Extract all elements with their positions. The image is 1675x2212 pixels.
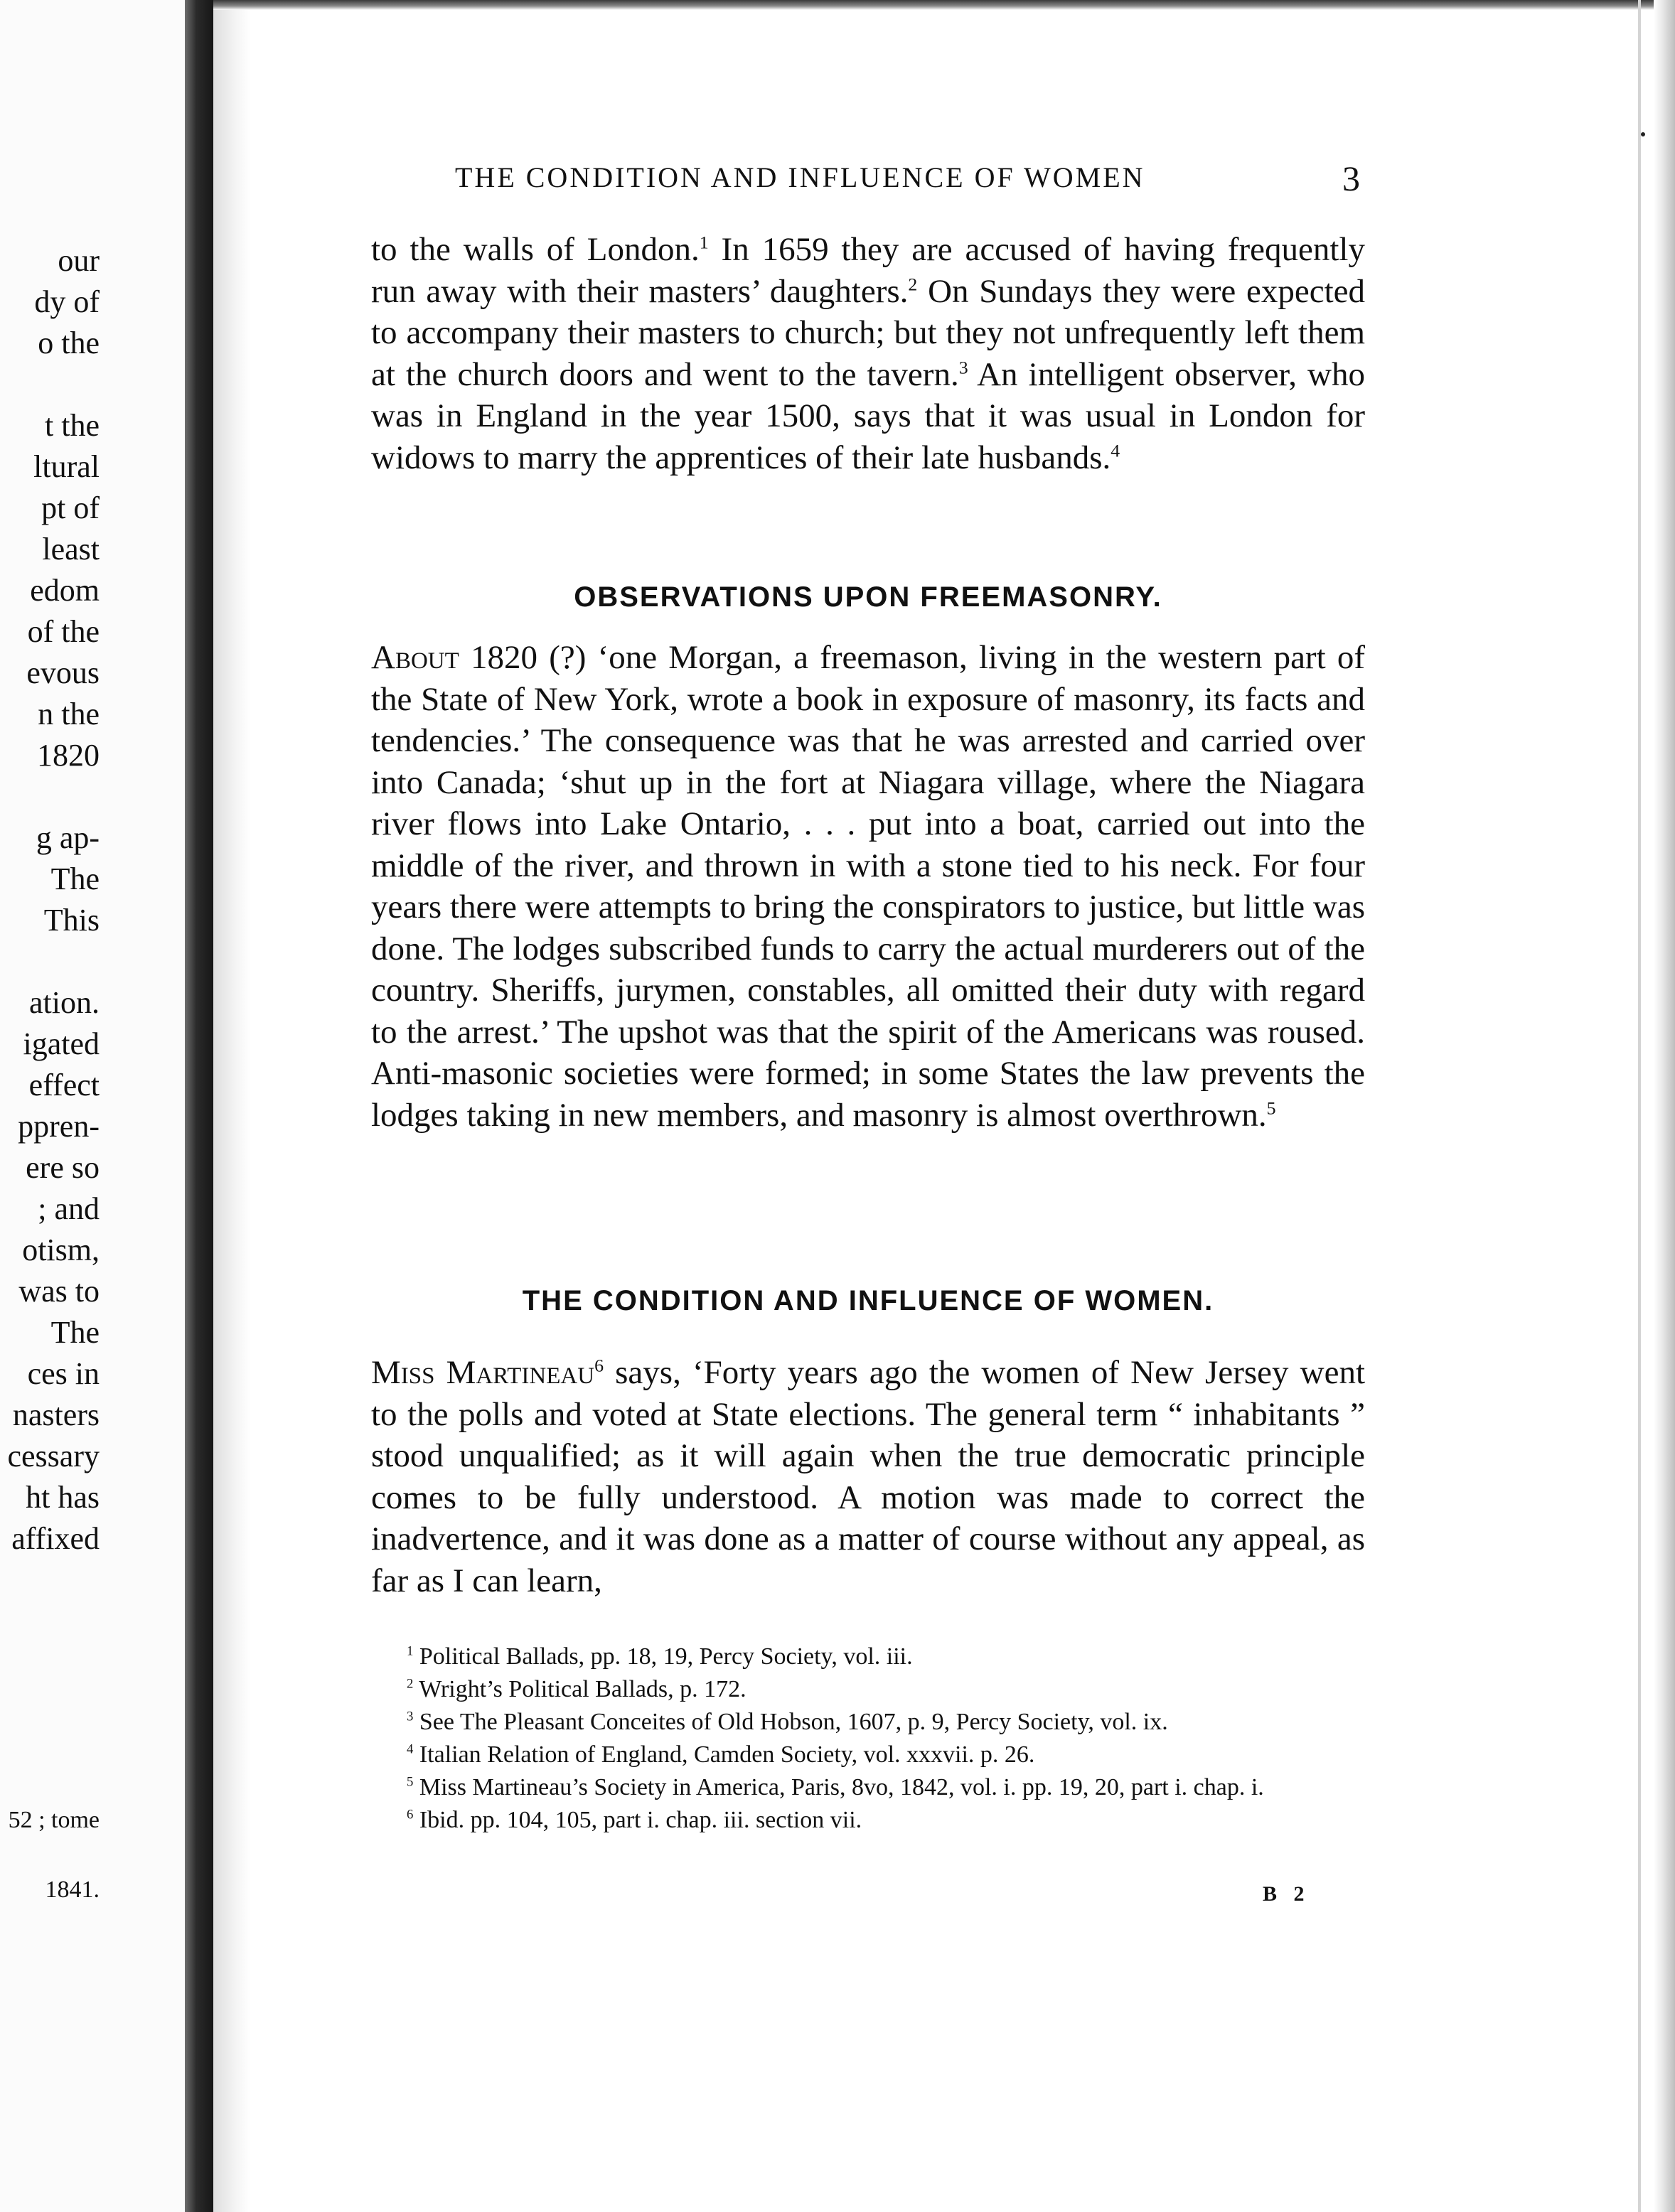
footnote-item — [371, 1706, 1365, 1739]
left-text-fragment: pt of — [41, 490, 100, 525]
footnote-number: 5 — [407, 1774, 414, 1790]
footnote-text: Miss Martineau’s Society in America, Paris, 8vo, 1842, vol. i. pp. 19, 20, part i. chap. i. — [419, 1774, 1264, 1800]
left-text-fragment: least — [42, 532, 100, 567]
lead-name: Miss Martineau — [371, 1354, 595, 1391]
footnote-item — [371, 1771, 1365, 1804]
left-text-fragment: our — [58, 243, 100, 278]
footnote-text: See The Pleasant Conceites of Old Hobson, 1607, p. 9, Percy Society, vol. ix. — [419, 1709, 1168, 1735]
left-text-fragment: g ap- — [36, 820, 100, 855]
left-text-fragment: ces in — [27, 1356, 100, 1391]
paragraph-freemasonry: About 1820 (?) ‘one Morgan, a freemason, living in the western part of the State of New York, wrote a book in exposure of masonry, its facts and tendencies.’ The consequence was that he was arrested and carried over into Canada; ‘shut up in the fort at Niagara village, where the Niagara river flows into Lake Ontario, . . . put into a boat, carried out into the middle of the river, and thrown in with a stone tied to his neck. For four years there were attempts to bring the conspirators to justice, but little was done. The lodges subscribed funds to carry the actual murderers out of the country. Sheriffs, jurymen, constables, all omitted their duty with regard to the arrest.’ The upshot was that the spirit of the Americans was roused. Anti-masonic societies were formed; in some States the law prevents the lodges taking in new members, and masonry is almost overthrown.$^5$ — [371, 639, 1365, 1134]
running-title: THE CONDITION AND INFLUENCE OF WOMEN — [455, 161, 1145, 193]
left-text-fragment: was to — [18, 1274, 100, 1309]
binding-gutter — [185, 0, 213, 2212]
footnote-text: Political Ballads, pp. 18, 19, Percy Society, vol. iii. — [419, 1643, 913, 1670]
dust-speck — [1641, 132, 1645, 136]
right-page-edge — [1654, 0, 1675, 2212]
footnote-item — [371, 1641, 1365, 1673]
left-text-fragment: The — [50, 861, 100, 896]
footnote-text: Italian Relation of England, Camden Society, vol. xxxvii. p. 26. — [419, 1741, 1035, 1768]
left-text-fragment: nasters — [12, 1397, 100, 1432]
left-text-fragment: ppren- — [18, 1109, 100, 1144]
left-text-fragment: edom — [30, 573, 100, 608]
paragraph-women: Miss Martineau$^6$ says, ‘Forty years ago the women of New Jersey went to the polls and voted at State elections. The general term “ inhabitants ” stood unqualified; as it will again when the true democratic principle comes to be fully understood. A motion was made to correct the inadvertence, and it was done as a matter of course without any appeal, as far as I can learn, — [371, 1354, 1365, 1599]
left-text-fragment: igated — [23, 1026, 100, 1061]
left-note-fragment: 52 ; tome — [8, 1807, 100, 1833]
left-text-fragment: The — [50, 1315, 100, 1350]
left-text-fragment: ht has — [26, 1480, 100, 1515]
left-text-fragment: of the — [27, 614, 100, 649]
section-heading-freemasonry: OBSERVATIONS UPON FREEMASONRY. — [574, 581, 1162, 613]
section-heading-women: THE CONDITION AND INFLUENCE OF WOMEN. — [522, 1285, 1214, 1316]
footnote-number: 6 — [407, 1807, 414, 1822]
lead-word: About — [371, 639, 459, 676]
paragraph-apprentices: to the walls of London.$^1$ In 1659 they are accused of having frequently run away with their masters’ daughters.$^2$ On Sundays they were expected to accompany their masters to church; but they not unfrequently left them at the church doors and went to the tavern.$^3$ An intelligent observer, who was in England in the year 1500, says that it was usual in London for widows to marry the apprentices of their late husbands.$^4$ — [371, 231, 1365, 476]
left-text-fragment: ltural — [33, 449, 100, 484]
left-text-fragment: effect — [28, 1068, 100, 1102]
page-edge-shadow — [213, 0, 250, 2212]
left-text-fragment: 1820 — [37, 738, 100, 773]
footnote-number: 3 — [407, 1709, 414, 1724]
left-text-fragment: ation. — [29, 985, 100, 1020]
left-note-fragment: 1841. — [45, 1877, 100, 1903]
footnote-number: 1 — [407, 1643, 414, 1659]
footnote-ref[interactable]: 6 — [594, 1355, 604, 1376]
left-text-fragment: o the — [38, 326, 100, 360]
signature-mark: B 2 — [1263, 1882, 1310, 1906]
footnotes — [371, 1641, 1365, 1837]
footnote-item — [371, 1673, 1365, 1706]
footnote-number: 2 — [407, 1676, 414, 1692]
footnote-text: Ibid. pp. 104, 105, part i. chap. iii. section vii. — [419, 1807, 862, 1833]
left-text-fragment: This — [43, 903, 100, 938]
left-text-fragment: dy of — [34, 284, 100, 319]
left-text-fragment: otism, — [22, 1233, 100, 1267]
footnote-ref[interactable]: 1 — [699, 232, 709, 253]
page-number: 3 — [1342, 159, 1360, 198]
left-text-fragment: ; and — [38, 1191, 100, 1226]
left-text-fragment: ere so — [26, 1150, 100, 1185]
footnote-item — [371, 1804, 1365, 1837]
footnote-text: Wright’s Political Ballads, p. 172. — [419, 1676, 746, 1702]
left-facing-page — [0, 0, 185, 2212]
footnote-ref[interactable]: 4 — [1111, 439, 1120, 461]
top-edge — [213, 0, 1675, 10]
left-text-fragment: evous — [26, 655, 100, 690]
footnote-item — [371, 1739, 1365, 1771]
left-text-fragment: n the — [38, 697, 100, 731]
footnote-number: 4 — [407, 1741, 414, 1757]
left-text-fragment: cessary — [7, 1439, 100, 1473]
footnote-ref[interactable]: 2 — [908, 273, 918, 294]
left-text-fragment: t the — [45, 408, 100, 443]
right-page-edge-line — [1638, 0, 1641, 2212]
footnote-ref[interactable]: 3 — [958, 356, 968, 377]
footnote-ref[interactable]: 5 — [1266, 1097, 1276, 1118]
left-text-fragment: affixed — [11, 1521, 100, 1556]
